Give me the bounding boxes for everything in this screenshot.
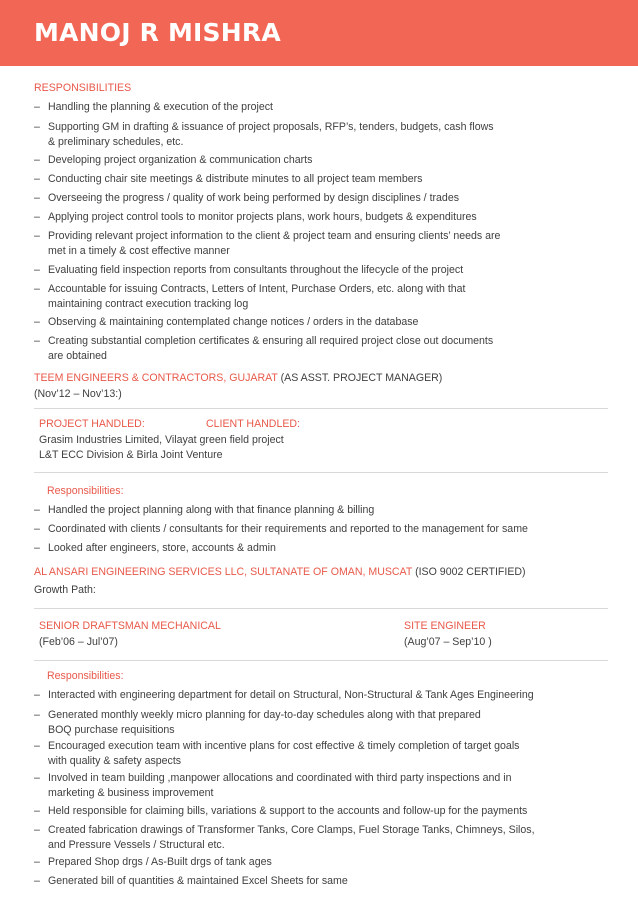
dash-bullet: –: [34, 316, 40, 328]
dash-bullet: –: [34, 283, 40, 295]
list-item-text: Involved in team building ,manpower allocations and coordinated with third party inspections and in: [48, 772, 512, 784]
responsibilities-heading: RESPONSIBILITIES: [34, 82, 132, 94]
list-item-text: & preliminary schedules, etc.: [48, 136, 184, 148]
header-banner: [0, 0, 638, 66]
divider: [34, 472, 608, 473]
dash-bullet: –: [34, 192, 40, 204]
position2-title: SITE ENGINEER: [404, 620, 486, 632]
list-item-text: Providing relevant project information to the client & project team and ensuring clients’ needs are: [48, 230, 501, 242]
candidate-name: MANOJ R MISHRA: [34, 18, 281, 47]
list-item-text: are obtained: [48, 350, 107, 362]
list-item-text: BOQ purchase requisitions: [48, 724, 175, 736]
list-item-text: Generated monthly weekly micro planning for day-to-day schedules along with that prepared: [48, 709, 481, 721]
dash-bullet: –: [34, 264, 40, 276]
job1-header: [34, 372, 442, 384]
project-handled-label: PROJECT HANDLED:: [39, 418, 145, 430]
job2-cert: (ISO 9002 CERTIFIED): [415, 566, 526, 578]
dash-bullet: –: [34, 230, 40, 242]
dash-bullet: –: [34, 772, 40, 784]
dash-bullet: –: [34, 504, 40, 516]
job1-role: (AS ASST. PROJECT MANAGER): [280, 372, 443, 384]
list-item-text: Coordinated with clients / consultants for their requirements and reported to the management for same: [48, 523, 528, 535]
dash-bullet: –: [34, 523, 40, 535]
dash-bullet: –: [34, 824, 40, 836]
divider: [34, 660, 608, 661]
growth-path-label: Growth Path:: [34, 584, 96, 596]
list-item-text: Handling the planning & execution of the project: [48, 101, 273, 113]
job2-responsibilities-heading: Responsibilities:: [47, 670, 124, 682]
dash-bullet: –: [34, 211, 40, 223]
position1-title: SENIOR DRAFTSMAN MECHANICAL: [39, 620, 221, 632]
list-item-text: Supporting GM in drafting & issuance of project proposals, RFP’s, tenders, budgets, cash flows: [48, 121, 494, 133]
dash-bullet: –: [34, 740, 40, 752]
dash-bullet: –: [34, 335, 40, 347]
list-item-text: Handled the project planning along with that finance planning & billing: [48, 504, 375, 516]
dash-bullet: –: [34, 875, 40, 887]
list-item-text: Encouraged execution team with incentive plans for cost effective & timely completion of target goals: [48, 740, 520, 752]
job2-company: AL ANSARI ENGINEERING SERVICES LLC, SULTANATE OF OMAN, MUSCAT: [34, 566, 413, 578]
dash-bullet: –: [34, 689, 40, 701]
dash-bullet: –: [34, 154, 40, 166]
list-item-text: Held responsible for claiming bills, variations & support to the accounts and follow-up for the payments: [48, 805, 528, 817]
client-handled-label: CLIENT HANDLED:: [206, 418, 300, 430]
dash-bullet: –: [34, 542, 40, 554]
dash-bullet: –: [34, 173, 40, 185]
position2-dates: (Aug’07 – Sep’10 ): [404, 636, 492, 648]
list-item-text: met in a timely & cost effective manner: [48, 245, 230, 257]
list-item-text: Accountable for issuing Contracts, Letters of Intent, Purchase Orders, etc. along with that: [48, 283, 466, 295]
list-item-text: marketing & business improvement: [48, 787, 214, 799]
job1-company: TEEM ENGINEERS & CONTRACTORS, GUJARAT: [34, 372, 278, 384]
dash-bullet: –: [34, 709, 40, 721]
dash-bullet: –: [34, 856, 40, 868]
list-item-text: and Pressure Vessels / Structural etc.: [48, 839, 225, 851]
project-line: L&T ECC Division & Birla Joint Venture: [39, 449, 223, 461]
list-item-text: maintaining contract execution tracking log: [48, 298, 249, 310]
list-item-text: Conducting chair site meetings & distribute minutes to all project team members: [48, 173, 423, 185]
list-item-text: with quality & safety aspects: [48, 755, 182, 767]
list-item-text: Overseeing the progress / quality of work being performed by design disciplines / trades: [48, 192, 460, 204]
dash-bullet: –: [34, 805, 40, 817]
project-line: Grasim Industries Limited, Vilayat green field project: [39, 434, 284, 446]
list-item-text: Developing project organization & communication charts: [48, 154, 313, 166]
dash-bullet: –: [34, 101, 40, 113]
job1-dates: (Nov’12 – Nov’13:): [34, 388, 122, 400]
list-item-text: Applying project control tools to monitor projects plans, work hours, budgets & expenditures: [48, 211, 477, 223]
divider: [34, 408, 608, 409]
list-item-text: Created fabrication drawings of Transformer Tanks, Core Clamps, Fuel Storage Tanks, Chimneys, Silos,: [48, 824, 535, 836]
list-item-text: Prepared Shop drgs / As-Built drgs of tank ages: [48, 856, 272, 868]
list-item-text: Observing & maintaining contemplated change notices / orders in the database: [48, 316, 419, 328]
list-item-text: Creating substantial completion certificates & ensuring all required project close out documents: [48, 335, 494, 347]
job1-responsibilities-heading: Responsibilities:: [47, 485, 124, 497]
dash-bullet: –: [34, 121, 40, 133]
list-item-text: Looked after engineers, store, accounts & admin: [48, 542, 276, 554]
job2-header: [34, 566, 526, 578]
divider: [34, 608, 608, 609]
list-item-text: Generated bill of quantities & maintained Excel Sheets for same: [48, 875, 348, 887]
position1-dates: (Feb’06 – Jul’07): [39, 636, 118, 648]
list-item-text: Interacted with engineering department for detail on Structural, Non-Structural & Tank Ages Engineering: [48, 689, 534, 701]
list-item-text: Evaluating field inspection reports from consultants throughout the lifecycle of the project: [48, 264, 464, 276]
